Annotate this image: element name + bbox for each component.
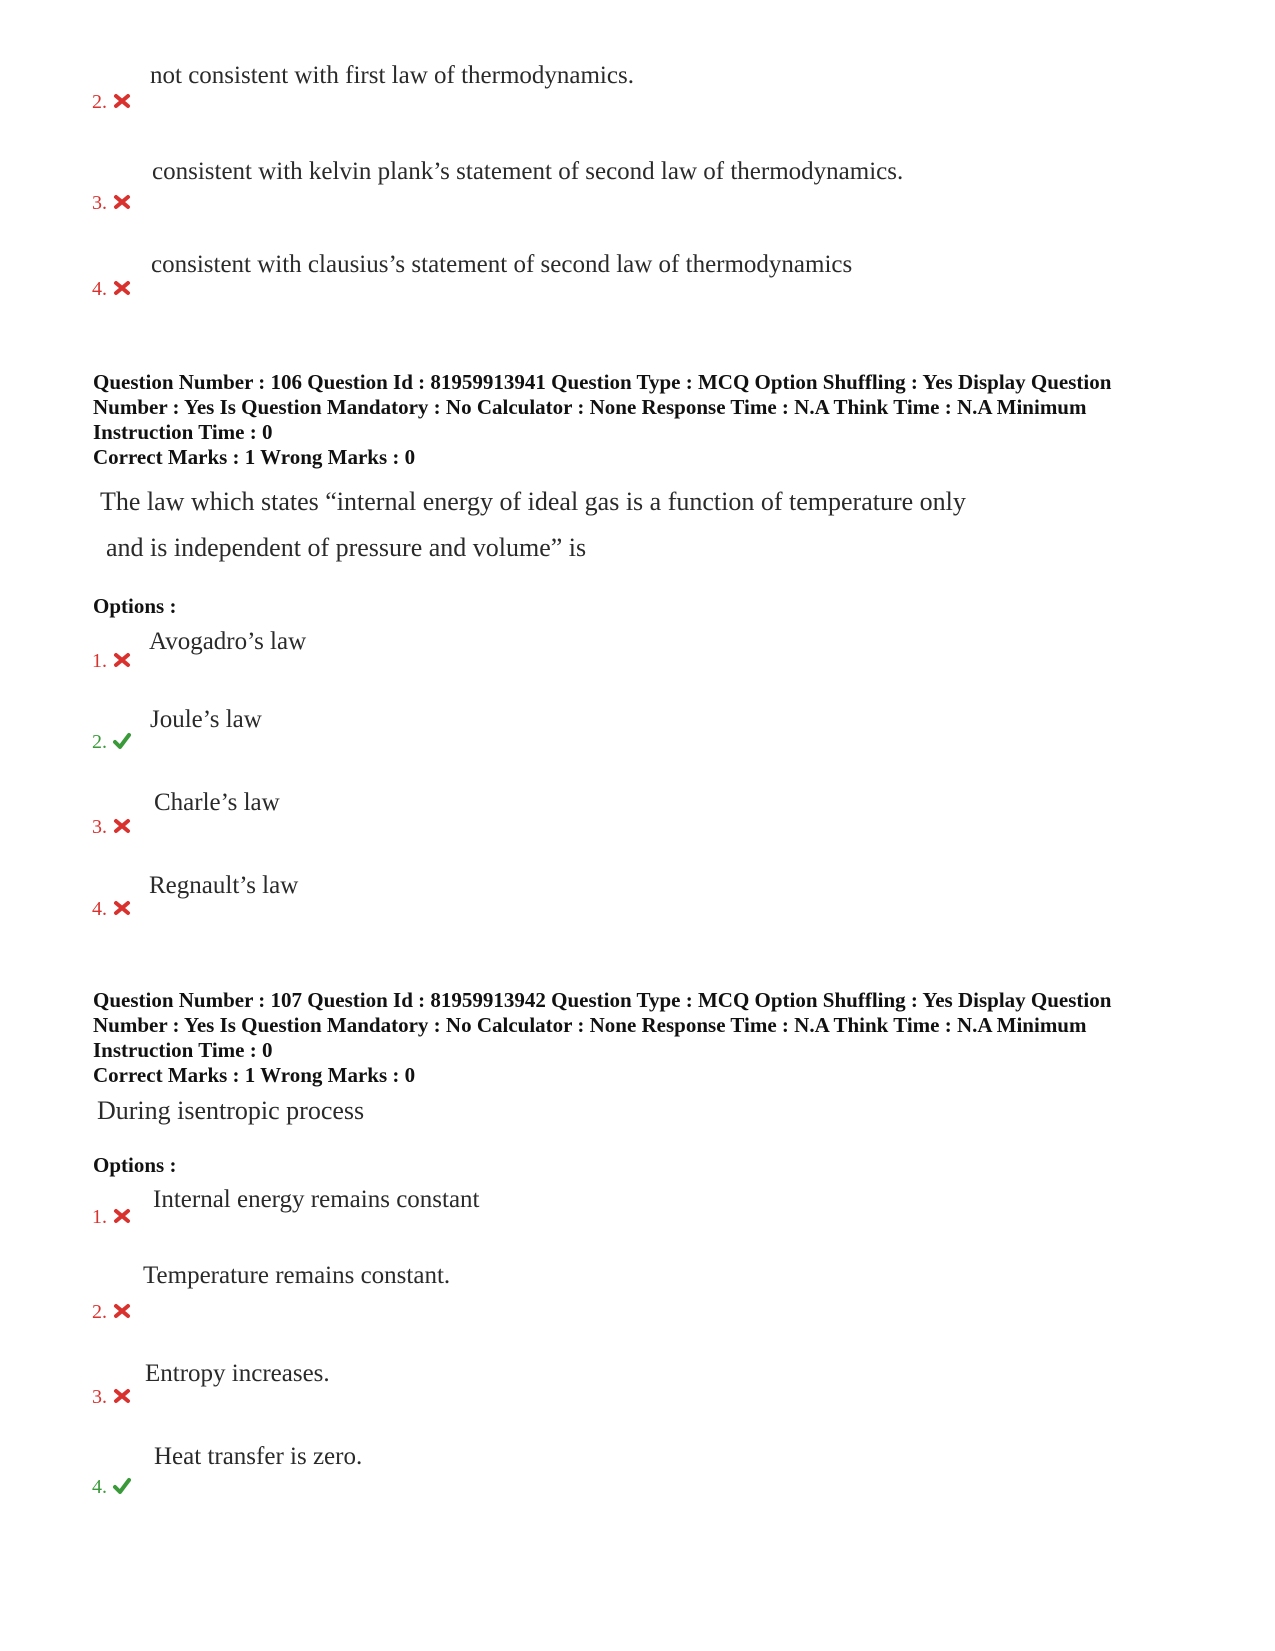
- option-text: Internal energy remains constant: [153, 1186, 480, 1213]
- option-text: Charle’s law: [154, 789, 280, 816]
- question-marks: Correct Marks : 1 Wrong Marks : 0: [93, 1063, 416, 1087]
- option-text: consistent with clausius’s statement of second law of thermodynamics: [151, 251, 853, 278]
- meta-line: Question Number : 107 Question Id : 81959913942 Question Type : MCQ Option Shuffling : Yes Display Question: [93, 988, 1112, 1012]
- option-number: 4.: [92, 898, 131, 921]
- option-number: 3.: [92, 1386, 131, 1409]
- check-mark-icon: [113, 1477, 131, 1495]
- meta-line: Number : Yes Is Question Mandatory : No Calculator : None Response Time : N.A Think Time : N.A Minimum: [93, 395, 1087, 419]
- option-text: Avogadro’s law: [149, 628, 307, 655]
- option-text: consistent with kelvin plank’s statement of second law of thermodynamics.: [152, 158, 904, 185]
- option-number: 2.: [92, 91, 131, 114]
- option-text: Joule’s law: [150, 706, 262, 733]
- options-label: Options :: [93, 1153, 177, 1177]
- question-text-line: The law which states “internal energy of ideal gas is a function of temperature only: [100, 487, 966, 516]
- question-meta: [93, 370, 1193, 445]
- wrong-mark-icon: [113, 193, 131, 211]
- option-number: 4.: [92, 278, 131, 301]
- meta-line: Question Number : 106 Question Id : 81959913941 Question Type : MCQ Option Shuffling : Yes Display Question: [93, 370, 1112, 394]
- options-label: Options :: [93, 594, 177, 618]
- wrong-mark-icon: [113, 651, 131, 669]
- wrong-mark-icon: [113, 817, 131, 835]
- wrong-mark-icon: [113, 92, 131, 110]
- question-text-line: and is independent of pressure and volume” is: [106, 533, 587, 562]
- check-mark-icon: [113, 732, 131, 750]
- option-number: 4.: [92, 1476, 131, 1499]
- wrong-mark-icon: [113, 1207, 131, 1225]
- question-marks: Correct Marks : 1 Wrong Marks : 0: [93, 445, 416, 469]
- option-text: Heat transfer is zero.: [154, 1443, 363, 1470]
- wrong-mark-icon: [113, 1387, 131, 1405]
- question-text-line: During isentropic process: [97, 1096, 365, 1125]
- wrong-mark-icon: [113, 899, 131, 917]
- option-text: Entropy increases.: [145, 1360, 330, 1387]
- meta-line: Instruction Time : 0: [93, 420, 273, 444]
- option-text: Regnault’s law: [149, 872, 299, 899]
- option-number: 1.: [92, 650, 131, 673]
- meta-line: Instruction Time : 0: [93, 1038, 273, 1062]
- option-text: not consistent with first law of thermodynamics.: [150, 62, 634, 89]
- question-meta: [93, 988, 1193, 1063]
- option-number: 2.: [92, 731, 131, 754]
- option-number: 2.: [92, 1301, 131, 1324]
- option-text: Temperature remains constant.: [143, 1262, 451, 1289]
- wrong-mark-icon: [113, 1302, 131, 1320]
- meta-line: Number : Yes Is Question Mandatory : No Calculator : None Response Time : N.A Think Time : N.A Minimum: [93, 1013, 1087, 1037]
- option-number: 3.: [92, 816, 131, 839]
- wrong-mark-icon: [113, 279, 131, 297]
- option-number: 1.: [92, 1206, 131, 1229]
- option-number: 3.: [92, 192, 131, 215]
